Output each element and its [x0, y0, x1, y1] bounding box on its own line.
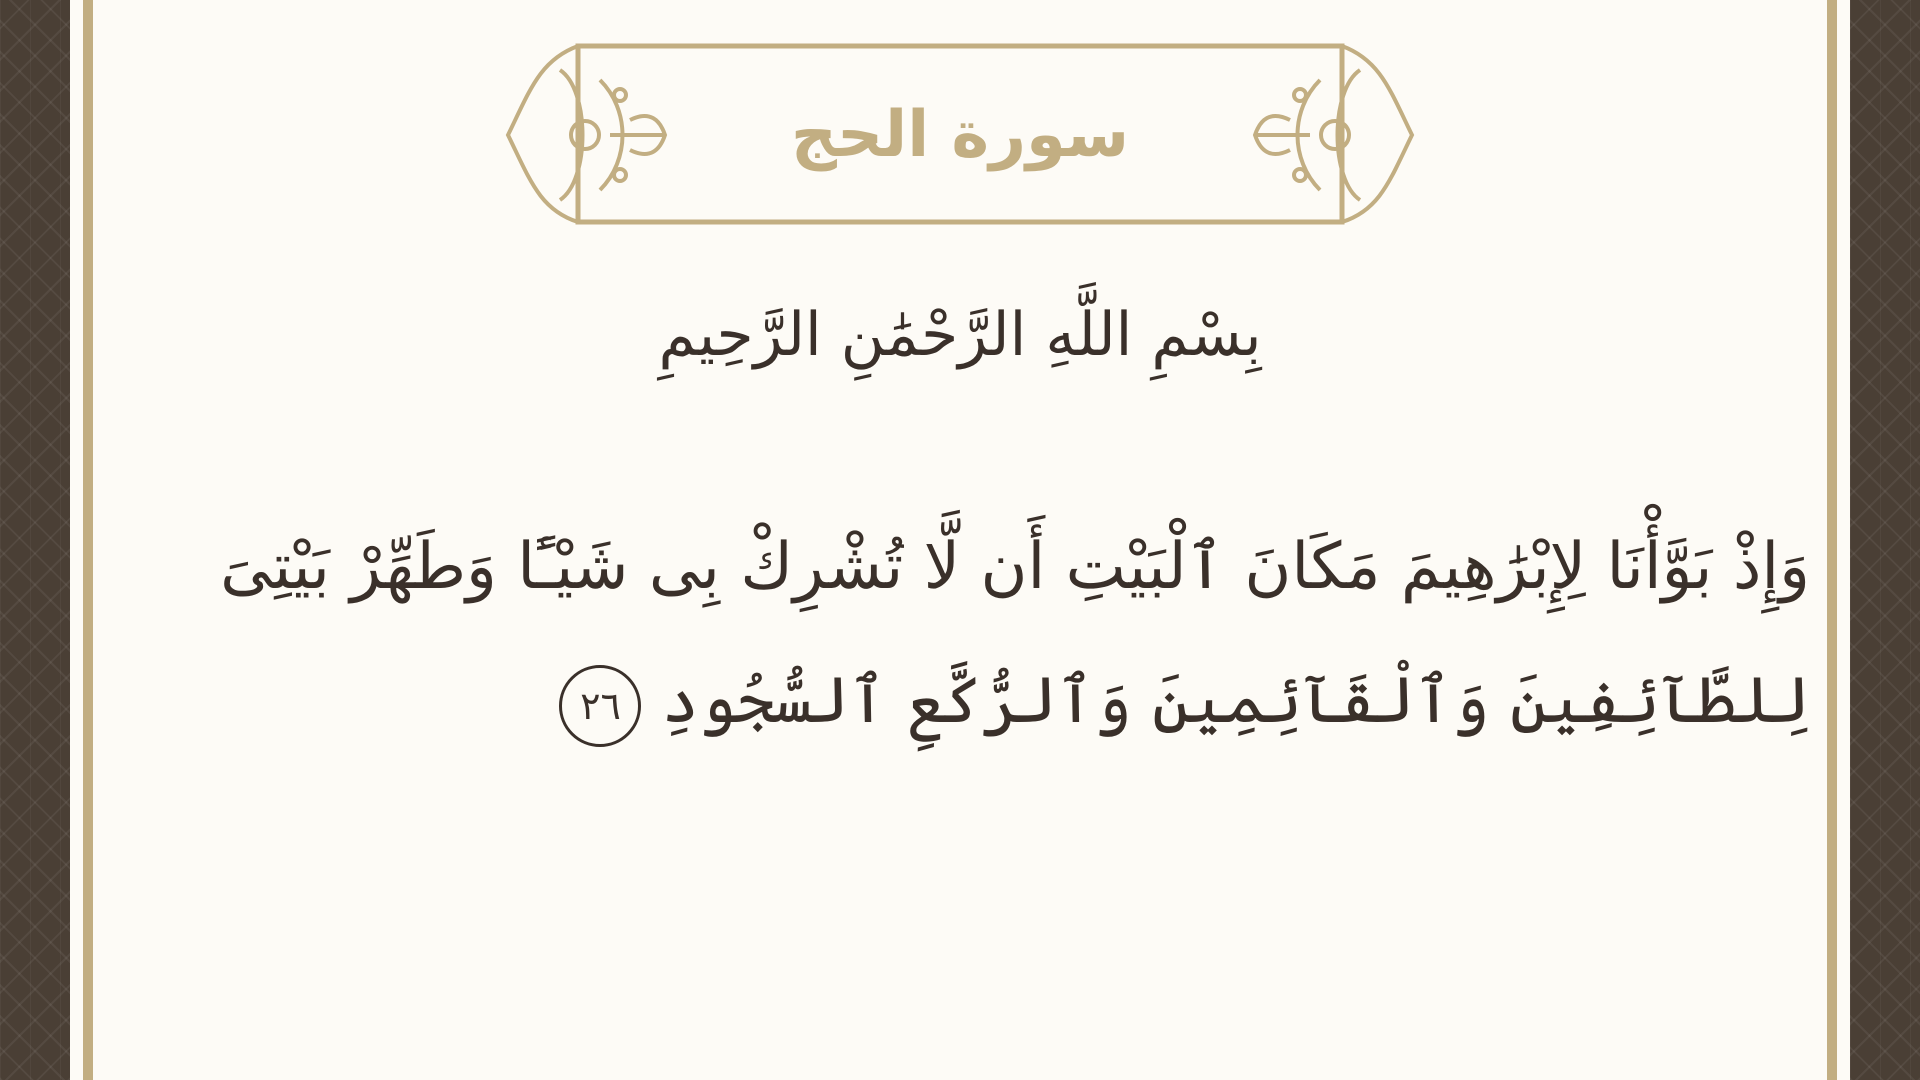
ayah-line-1: وَإِذْ بَوَّأْنَا لِإِبْرَٰهِيمَ مَكَانَ ٱلْبَيْتِ أَن لَّا تُشْرِكْ بِى شَيْـًٔا وَطَهِّرْ بَيْتِىَ: [220, 530, 1810, 604]
left-gold-rule: [83, 0, 93, 1080]
ayah-line-2: [220, 634, 1810, 768]
surah-header-frame: [500, 40, 1420, 230]
basmala: بِسْمِ اللَّهِ الرَّحْمَٰنِ الرَّحِيمِ: [658, 300, 1262, 370]
ayah-number-medallion-icon: ٢٦: [559, 665, 641, 747]
surah-title: سورة الحج: [790, 98, 1130, 172]
right-ornamental-border: [1850, 0, 1920, 1080]
right-gold-rule: [1827, 0, 1837, 1080]
ayah-line-2-text: لِلطَّآئِفِينَ وَٱلْقَآئِمِينَ وَٱلرُّكَّعِ ٱلسُّجُودِ: [661, 664, 1810, 738]
ayah-text: [220, 500, 1810, 768]
left-ornamental-border: [0, 0, 70, 1080]
